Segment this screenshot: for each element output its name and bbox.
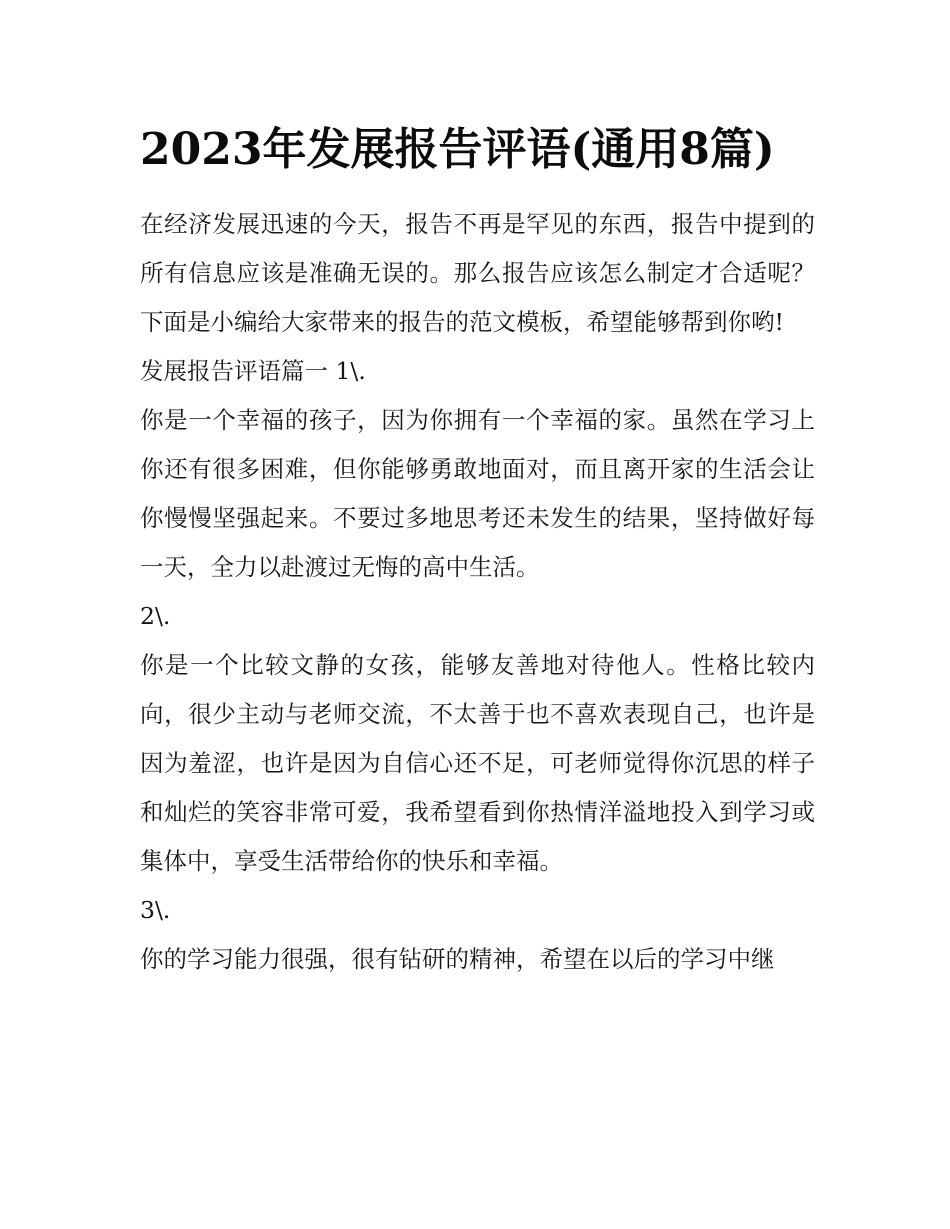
item-number-2: 2\. [140, 602, 171, 630]
item-number-3: 3\. [140, 896, 171, 924]
document-body [140, 200, 815, 984]
document-title: 2023年发展报告评语(通用8篇) [140, 124, 775, 175]
comment-paragraph-1: 你是一个幸福的孩子，因为你拥有一个幸福的家。虽然在学习上你还有很多困难，但你能够勇敢地面对，而且离开家的生活会让你慢慢坚强起来。不要过多地思考还未发生的结果，坚持做好每一天，全力以赴渡过无悔的高中生活。 [140, 406, 815, 581]
document-page [140, 112, 815, 984]
section-heading: 发展报告评语篇一 1\. [140, 357, 366, 385]
intro-paragraph: 在经济发展迅速的今天，报告不再是罕见的东西，报告中提到的所有信息应该是准确无误的。那么报告应该怎么制定才合适呢？下面是小编给大家带来的报告的范文模板，希望能够帮到你哟! [140, 210, 815, 336]
comment-paragraph-2: 你是一个比较文静的女孩，能够友善地对待他人。性格比较内向，很少主动与老师交流，不太善于也不喜欢表现自己，也许是因为羞涩，也许是因为自信心还不足，可老师觉得你沉思的样子和灿烂的笑容非常可爱，我希望看到你热情洋溢地投入到学习或集体中，享受生活带给你的快乐和幸福。 [140, 651, 815, 875]
comment-paragraph-3: 你的学习能力很强，很有钻研的精神，希望在以后的学习中继 [140, 945, 775, 973]
